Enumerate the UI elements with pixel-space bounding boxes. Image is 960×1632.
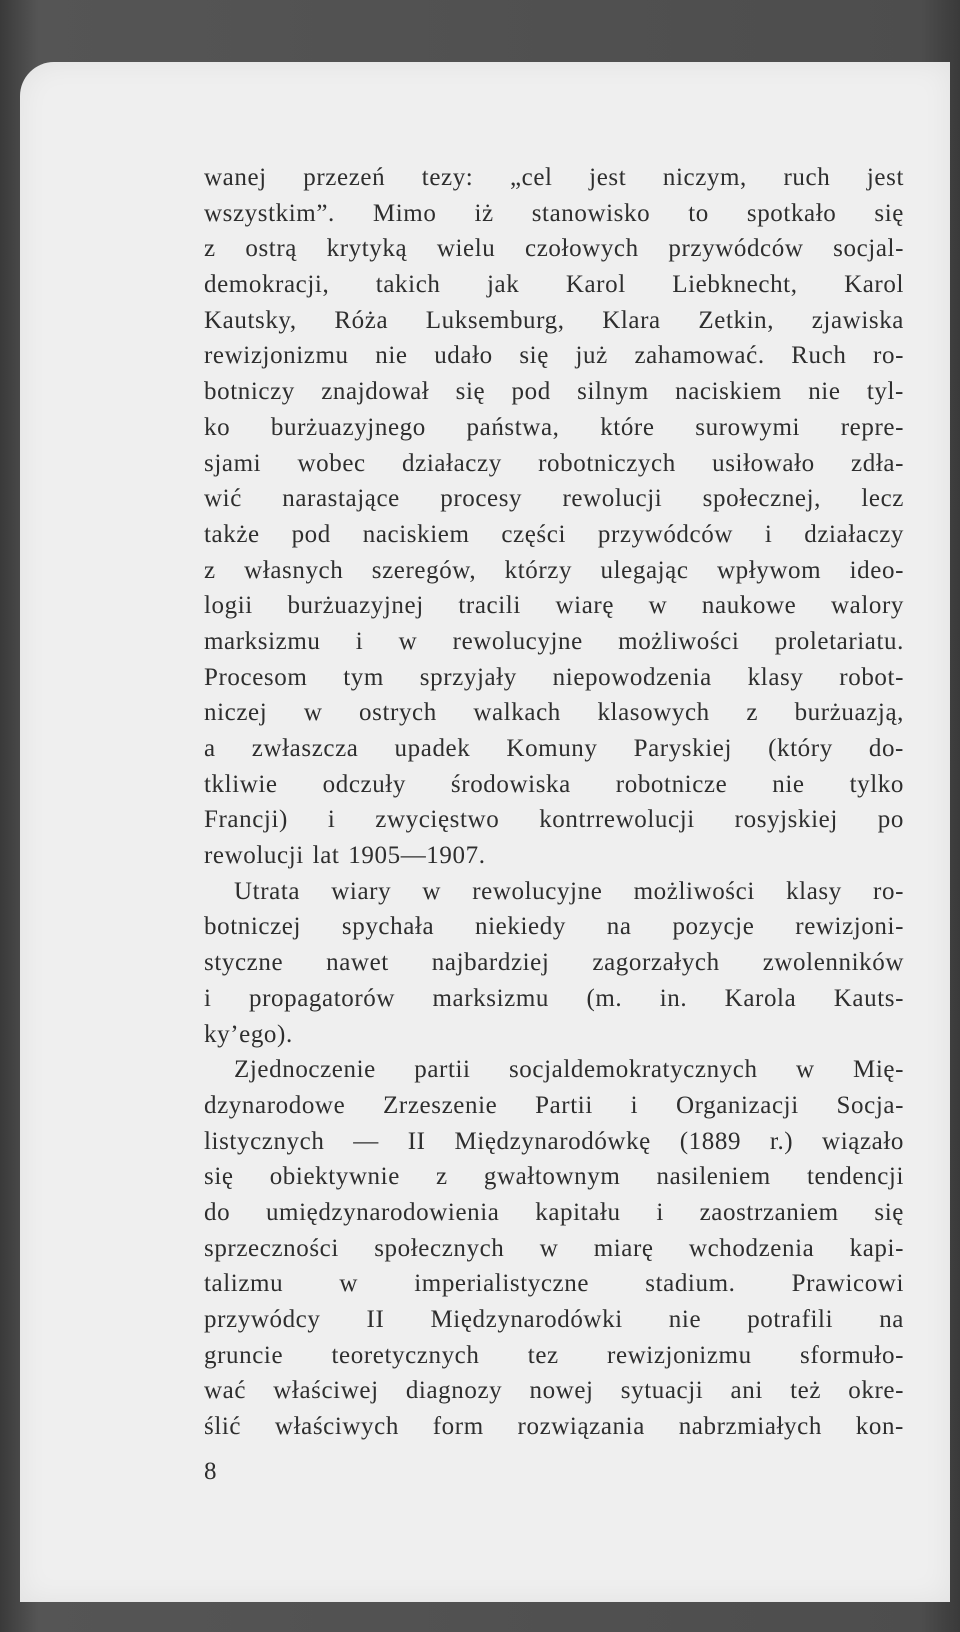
- text-line: ko burżuazyjnego państwa, które surowymi repre-: [204, 413, 904, 441]
- paragraph-start-line: Utrata wiary w rewolucyjne możliwości klasy ro-: [234, 877, 904, 905]
- text-line: Procesom tym sprzyjały niepowodzenia klasy robot-: [204, 663, 904, 691]
- page-number: 8: [204, 1458, 217, 1485]
- text-line: Francji) i zwycięstwo kontrrewolucji rosyjskiej po: [204, 806, 904, 834]
- text-line: marksizmu i w rewolucyjne możliwości proletariatu.: [204, 627, 904, 655]
- text-line: styczne nawet najbardziej zagorzałych zwolenników: [204, 949, 904, 977]
- text-line: rewizjonizmu nie udało się już zahamować. Ruch ro-: [204, 342, 904, 370]
- text-line: sjami wobec działaczy robotniczych usiłowało zdła-: [204, 449, 904, 477]
- text-line: gruncie teoretycznych tez rewizjonizmu sformuło-: [204, 1341, 904, 1369]
- text-line: sprzeczności społecznych w miarę wchodzenia kapi-: [204, 1234, 904, 1262]
- text-line: demokracji, takich jak Karol Liebknecht, Karol: [204, 271, 904, 299]
- text-line: i propagatorów marksizmu (m. in. Karola Kauts-: [204, 984, 904, 1012]
- text-line: talizmu w imperialistyczne stadium. Prawicowi: [204, 1270, 904, 1298]
- text-line: dzynarodowe Zrzeszenie Partii i Organizacji Socja-: [204, 1091, 904, 1119]
- text-line: przywódcy II Międzynarodówki nie potrafili na: [204, 1306, 904, 1333]
- text-line: się obiektywnie z gwałtownym nasileniem tendencji: [204, 1163, 904, 1191]
- text-line: wszystkim”. Mimo iż stanowisko to spotkało się: [204, 199, 904, 227]
- text-line: z własnych szeregów, którzy ulegając wpływom ideo-: [204, 556, 904, 584]
- text-line: rewolucji lat 1905—1907.: [204, 842, 486, 870]
- paragraph-start-line: Zjednoczenie partii socjaldemokratycznych w Mię-: [234, 1056, 904, 1084]
- text-line: ślić właściwych form rozwiązania nabrzmiałych kon-: [204, 1413, 904, 1441]
- text-line: także pod naciskiem części przywódców i działaczy: [204, 520, 904, 548]
- text-line: wić narastające procesy rewolucji społecznej, lecz: [204, 485, 904, 513]
- text-line: wać właściwej diagnozy nowej sytuacji ani też okre-: [204, 1377, 904, 1405]
- text-line: botniczej spychała niekiedy na pozycje rewizjoni-: [204, 913, 904, 941]
- text-line: ky’ego).: [204, 1020, 293, 1048]
- text-line: Kautsky, Róża Luksemburg, Klara Zetkin, zjawiska: [204, 306, 904, 334]
- text-line: a zwłaszcza upadek Komuny Paryskiej (który do-: [204, 735, 904, 762]
- text-line: tkliwie odczuły środowiska robotnicze nie tylko: [204, 770, 904, 798]
- text-line: listycznych — II Międzynarodówkę (1889 r.) wiązało: [204, 1127, 904, 1155]
- text-line: botniczy znajdował się pod silnym naciskiem nie tyl-: [204, 378, 904, 406]
- text-line: do umiędzynarodowienia kapitału i zaostrzaniem się: [204, 1198, 904, 1226]
- body-text: [204, 160, 904, 1445]
- text-line: wanej przezeń tezy: „cel jest niczym, ruch jest: [204, 164, 904, 191]
- text-line: niczej w ostrych walkach klasowych z burżuazją,: [204, 699, 904, 727]
- text-line: logii burżuazyjnej tracili wiarę w naukowe walory: [204, 592, 904, 620]
- text-line: z ostrą krytyką wielu czołowych przywódców socjal-: [204, 235, 904, 263]
